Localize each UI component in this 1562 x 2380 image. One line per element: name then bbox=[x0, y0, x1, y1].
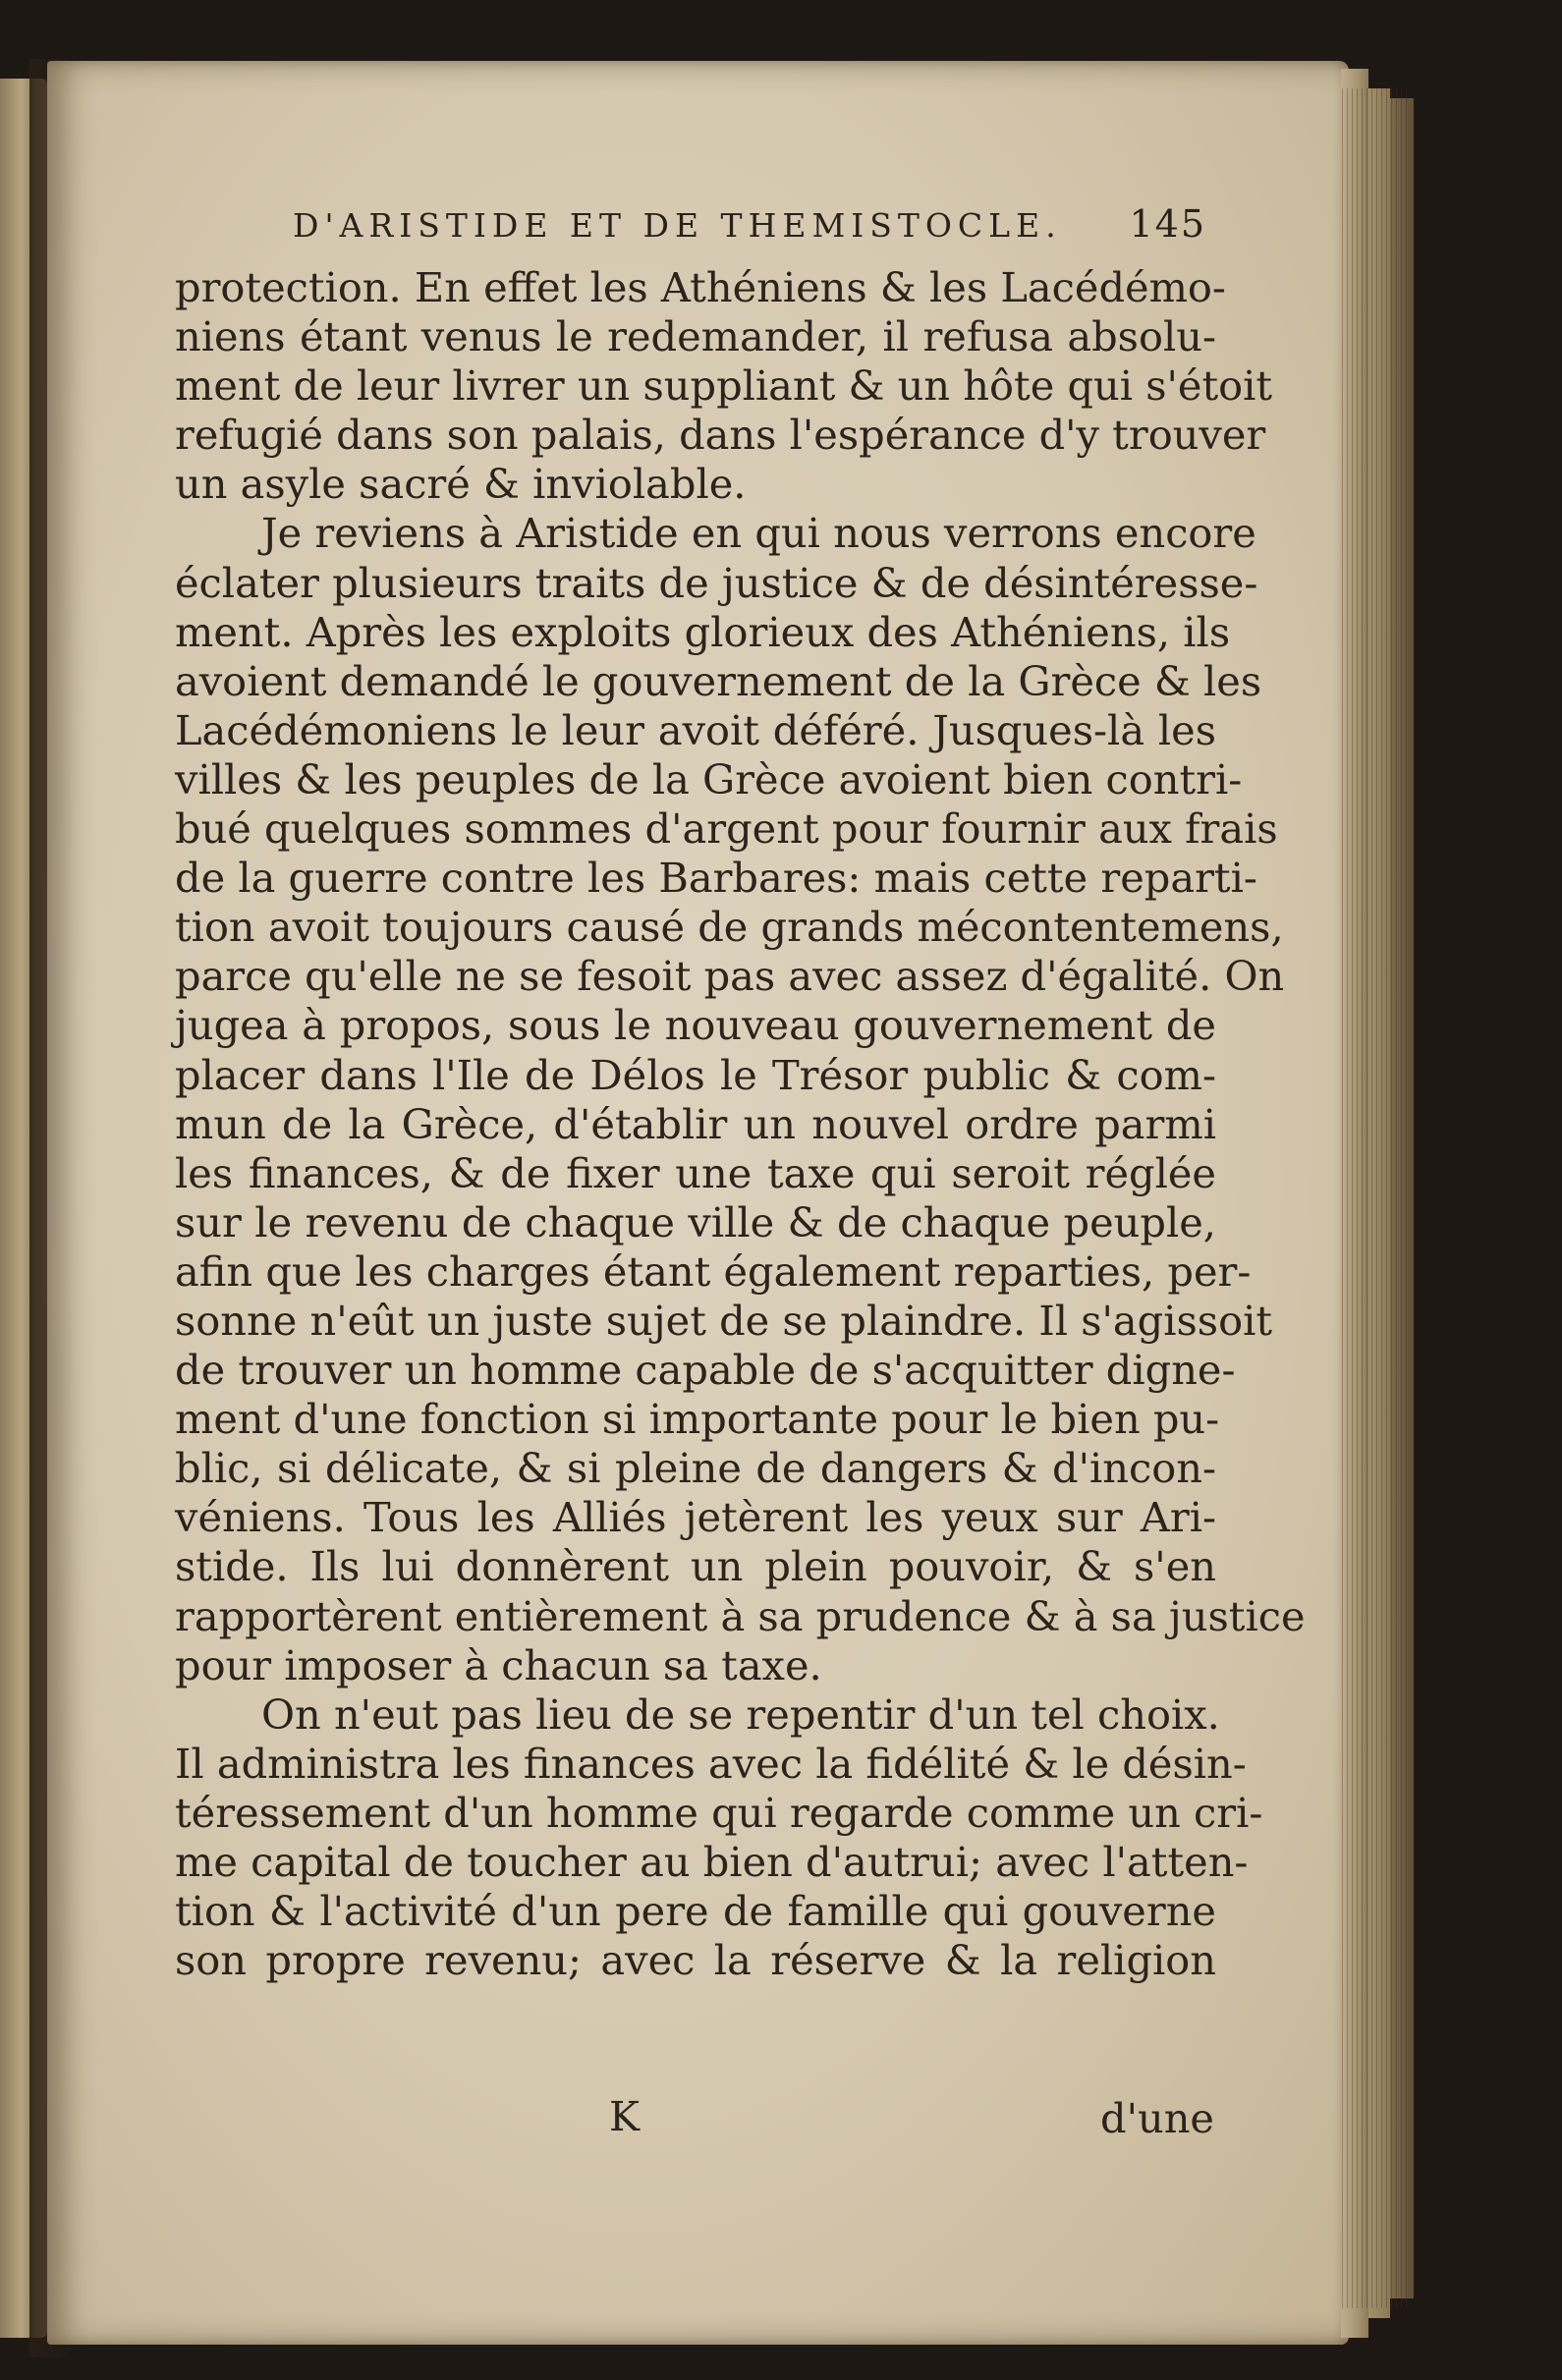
text-line: Il administra les finances avec la fidélité & le désin- bbox=[175, 1739, 1247, 1788]
text-line: refugié dans son palais, dans l'espérance d'y trouver bbox=[175, 411, 1266, 460]
text-line: tion avoit toujours causé de grands mécontentemens, bbox=[175, 903, 1284, 952]
text-line: blic, si délicate, & si pleine de dangers & d'incon- bbox=[175, 1444, 1216, 1493]
page-block-texture bbox=[1342, 88, 1411, 2308]
text-line: afin que les charges étant également reparties, per- bbox=[175, 1246, 1252, 1296]
text-line: les finances, & de fixer une taxe qui seroit réglée bbox=[175, 1148, 1216, 1197]
text-line: de la guerre contre les Barbares: mais cette reparti- bbox=[175, 854, 1257, 903]
text-line: Lacédémoniens le leur avoit déféré. Jusques-là les bbox=[175, 705, 1216, 754]
running-head bbox=[293, 202, 1206, 246]
text-line: protection. En effet les Athéniens & les Lacédémo- bbox=[175, 263, 1226, 311]
text-line: sur le revenu de chaque ville & de chaque peuple, bbox=[175, 1197, 1216, 1246]
text-line: ment de leur livrer un suppliant & un hôte qui s'étoit bbox=[175, 361, 1273, 411]
text-line: ment d'une fonction si importante pour le bien pu- bbox=[175, 1395, 1220, 1444]
text-line: bué quelques sommes d'argent pour fournir aux frais bbox=[175, 804, 1278, 854]
text-line: sonne n'eût un juste sujet de se plaindre. Il s'agissoit bbox=[175, 1296, 1273, 1345]
catchword: d'une bbox=[1100, 2094, 1214, 2142]
text-line: téressement d'un homme qui regarde comme un cri- bbox=[175, 1788, 1263, 1837]
text-line: mun de la Grèce, d'établir un nouvel ordre parmi bbox=[175, 1099, 1216, 1148]
text-line: un asyle sacré & inviolable. bbox=[175, 460, 747, 509]
text-line: éclater plusieurs traits de justice & de désintéresse- bbox=[175, 558, 1258, 607]
text-line: Je reviens à Aristide en qui nous verrons encore bbox=[261, 509, 1256, 558]
text-line: rapportèrent entièrement à sa prudence & à sa justice bbox=[175, 1591, 1306, 1640]
text-line: jugea à propos, sous le nouveau gouvernement de bbox=[175, 1001, 1216, 1050]
text-line: véniens. Tous les Alliés jetèrent les yeux sur Ari- bbox=[175, 1493, 1216, 1542]
page-number: 145 bbox=[1129, 202, 1206, 246]
signature-mark: K bbox=[609, 2092, 641, 2140]
text-line: avoient demandé le gouvernement de la Grèce & les bbox=[175, 656, 1262, 705]
body-text bbox=[175, 263, 1306, 1985]
text-line: On n'eut pas lieu de se repentir d'un tel choix. bbox=[261, 1689, 1220, 1739]
page-footer bbox=[175, 2092, 1216, 2151]
text-line: parce qu'elle ne se fesoit pas avec assez d'égalité. On bbox=[175, 952, 1285, 1001]
text-line: de trouver un homme capable de s'acquitter digne- bbox=[175, 1346, 1236, 1395]
text-line: ment. Après les exploits glorieux des Athéniens, ils bbox=[175, 607, 1231, 656]
text-line: me capital de toucher au bien d'autrui; avec l'atten- bbox=[175, 1838, 1249, 1886]
text-line: tion & l'activité d'un pere de famille qui gouverne bbox=[175, 1887, 1216, 1936]
running-head-title: D'ARISTIDE ET DE THEMISTOCLE. bbox=[293, 206, 1062, 245]
text-line: stide. Ils lui donnèrent un plein pouvoir, & s'en bbox=[175, 1542, 1216, 1591]
text-line: pour imposer à chacun sa taxe. bbox=[175, 1640, 822, 1689]
text-line: son propre revenu; avec la réserve & la religion bbox=[175, 1936, 1216, 1985]
text-line: niens étant venus le redemander, il refusa absolu- bbox=[175, 312, 1216, 361]
text-line: villes & les peuples de la Grèce avoient bien contri- bbox=[175, 754, 1243, 803]
text-line: placer dans l'Ile de Délos le Trésor public & com- bbox=[175, 1050, 1216, 1099]
